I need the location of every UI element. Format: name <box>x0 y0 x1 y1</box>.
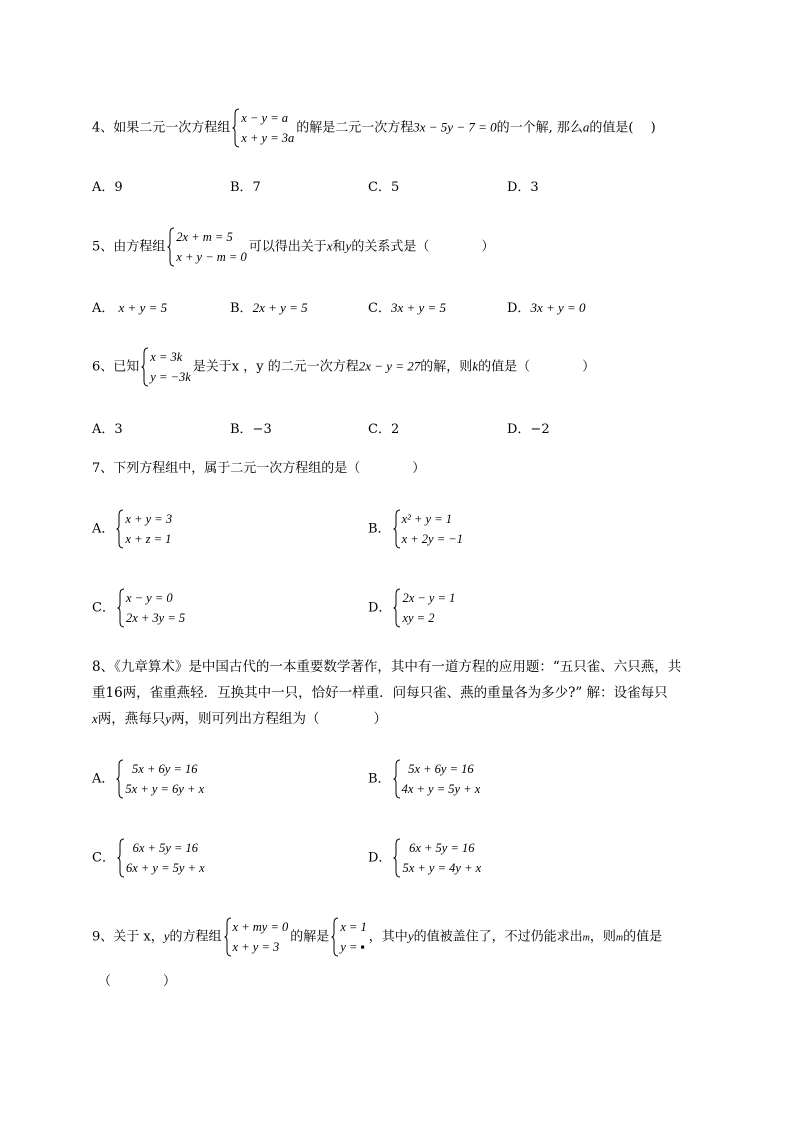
q6-option-b[interactable]: B．−3 <box>230 422 272 437</box>
q8-option-a-system <box>116 759 204 799</box>
q9-sys-row-2: x + y = 3 <box>232 940 280 954</box>
q7-option-c-label: C． <box>92 600 115 616</box>
sys-row: 5x + 6y = 16 <box>408 762 474 776</box>
question-6 <box>92 347 595 387</box>
q4-sys-row-2: x + y = 3a <box>241 131 295 145</box>
q4-equation: 3x − 5y − 7 = 0 <box>413 119 497 135</box>
q5-and: 和 <box>332 239 346 255</box>
q4-system <box>232 108 294 148</box>
q7-option-d-label: D． <box>368 600 392 616</box>
q7-option-a[interactable] <box>92 509 174 549</box>
q6-var: k <box>472 358 479 374</box>
brace-icon <box>117 588 125 628</box>
q7-option-d[interactable] <box>368 588 457 628</box>
q8-line-2: 重16两，雀重燕轻．互换其中一只，恰好一样重．问每只雀、燕的重量各为多少?” 解：设雀每只 <box>92 685 668 701</box>
q4-sys-row-1: x − y = a <box>241 111 288 125</box>
brace-icon <box>331 917 339 957</box>
q6-system <box>141 347 190 387</box>
q8-line-1: 8、《九章算术》是中国古代的一本重要数学著作，其中有一道方程的应用题：“五只雀、六只燕，共 <box>92 659 682 675</box>
question-5 <box>92 227 494 267</box>
sys-row: 6x + y = 5y + x <box>125 861 205 875</box>
q6-sys-row-2: y = −3k <box>150 370 191 384</box>
brace-icon <box>116 509 124 549</box>
brace-icon <box>393 509 401 549</box>
q5-option-a-eq: x + y = 5 <box>118 300 168 315</box>
q8-option-a-label: A． <box>92 771 115 787</box>
q5-option-d-eq: 3x + y = 0 <box>530 300 586 315</box>
q4-option-b[interactable]: B．7 <box>230 180 261 195</box>
q8-option-b[interactable] <box>368 759 482 799</box>
q6-option-d[interactable]: D．−2 <box>507 422 550 437</box>
brace-icon <box>393 838 401 878</box>
q6-equation: 2x − y = 27 <box>358 358 421 374</box>
q8-option-b-system <box>393 759 481 799</box>
q9-var-m: m <box>582 932 590 944</box>
sys-row: 5x + y = 6y + x <box>125 782 205 796</box>
question-4 <box>92 108 656 148</box>
q9-middle-3: ，其中 <box>368 929 408 945</box>
q7-option-b-label: B． <box>368 521 391 537</box>
q4-suffix-1: 的一个解, 那么 <box>496 120 583 136</box>
sys-row: 2x − y = 1 <box>402 591 456 605</box>
sys-row: 6x + 5y = 16 <box>132 841 199 855</box>
sys-row: 4x + y = 5y + x <box>401 782 481 796</box>
q8-option-c-label: C． <box>92 850 115 866</box>
q9-middle-2: 的解是 <box>290 929 330 945</box>
q8-line-3-b: 两，燕每只 <box>97 711 166 727</box>
brace-icon <box>393 759 401 799</box>
q9-suffix: 的值是 <box>623 929 663 945</box>
q5-option-b-label: B． <box>230 301 253 316</box>
q8-option-d-label: D． <box>368 850 392 866</box>
q5-sys-row-1: 2x + m = 5 <box>176 230 233 244</box>
q9-prefix: 9、关于 x， <box>92 929 164 945</box>
q8-option-a[interactable] <box>92 759 206 799</box>
q7-option-b[interactable] <box>368 509 465 549</box>
q5-option-c[interactable] <box>368 301 446 315</box>
sys-row: x² + y = 1 <box>401 512 453 526</box>
q5-suffix: 的关系式是（ ） <box>351 239 495 255</box>
q8-option-c[interactable] <box>92 838 207 878</box>
q9-answer-paren: （ ） <box>98 974 177 989</box>
q9-middle-1: 的方程组 <box>169 929 222 945</box>
sys-row: xy = 2 <box>402 611 435 625</box>
q6-suffix-1: 的解，则 <box>420 359 473 375</box>
sys-row: 5x + y = 4y + x <box>402 861 482 875</box>
q5-system <box>167 227 246 267</box>
q9-sol-row-2: y = ▪ <box>340 940 365 954</box>
sys-row: 6x + 5y = 16 <box>409 841 475 855</box>
q8-option-d-system <box>393 838 481 878</box>
q7-option-b-system <box>393 509 463 549</box>
q5-option-d[interactable] <box>507 301 586 315</box>
q8-var-y: y <box>165 711 172 726</box>
question-9 <box>92 917 662 957</box>
sys-row: x + z = 1 <box>125 532 172 546</box>
q4-var: a <box>582 119 590 135</box>
q7-option-d-system <box>393 588 455 628</box>
q5-option-c-eq: 3x + y = 5 <box>390 300 447 315</box>
brace-icon <box>224 917 232 957</box>
q5-var-y: y <box>345 238 352 254</box>
brace-icon <box>141 347 149 387</box>
sys-row: x − y = 0 <box>125 591 173 605</box>
q5-option-c-label: C． <box>368 301 391 316</box>
q5-var-x: x <box>326 238 333 254</box>
q4-prefix: 4、如果二元一次方程组 <box>92 120 231 136</box>
sys-row: 5x + 6y = 16 <box>132 762 198 776</box>
q5-prefix: 5、由方程组 <box>92 239 166 255</box>
q8-option-c-system <box>117 838 205 878</box>
q6-sys-row-1: x = 3k <box>150 350 183 364</box>
q6-option-a[interactable]: A．3 <box>92 422 123 437</box>
q7-option-c[interactable] <box>92 588 187 628</box>
q8-var-x: x <box>92 711 98 726</box>
q5-sys-row-2: x + y − m = 0 <box>176 250 247 264</box>
q5-option-a[interactable] <box>92 301 167 315</box>
q8-option-d[interactable] <box>368 838 483 878</box>
q5-option-b-eq: 2x + y = 5 <box>252 300 308 315</box>
brace-icon <box>167 227 175 267</box>
question-7: 7、下列方程组中，属于二元一次方程组的是（ ） <box>92 461 426 476</box>
q5-middle: 可以得出关于 <box>248 239 327 255</box>
q4-middle: 的解是二元一次方程 <box>296 120 414 136</box>
brace-icon <box>116 759 124 799</box>
brace-icon <box>232 108 240 148</box>
q8-option-b-label: B． <box>368 771 391 787</box>
q6-middle: 是关于x ，y 的二元一次方程 <box>192 359 359 375</box>
q6-suffix-2: 的值是（ ） <box>478 359 596 375</box>
q4-option-c[interactable]: C．5 <box>368 180 400 195</box>
q5-option-d-label: D． <box>507 301 531 316</box>
q4-option-a[interactable]: A．9 <box>92 180 123 195</box>
sys-row: 2x + 3y = 5 <box>125 611 186 625</box>
sys-row: x + 2y = −1 <box>401 532 463 546</box>
q9-var-y-2: y <box>407 928 414 944</box>
q7-option-a-system <box>116 509 172 549</box>
q7-option-a-label: A． <box>92 521 115 537</box>
q4-option-d[interactable]: D．3 <box>507 180 539 195</box>
q9-sys-row-1: x + my = 0 <box>232 920 289 934</box>
q5-option-a-label: A． <box>92 301 115 316</box>
q4-suffix-2: 的值是( ) <box>589 120 656 136</box>
brace-icon <box>393 588 401 628</box>
q9-solution <box>331 917 366 957</box>
q9-var-m-2: m <box>615 932 624 944</box>
q9-var-y: y <box>163 928 170 944</box>
q8-line-3-d: 两，则可列出方程组为（ ） <box>171 711 388 727</box>
sys-row: x + y = 3 <box>125 512 173 526</box>
q5-option-b[interactable] <box>230 301 308 315</box>
q6-prefix: 6、已知 <box>92 359 140 375</box>
q6-option-c[interactable]: C．2 <box>368 422 400 437</box>
q9-sol-row-1: x = 1 <box>340 920 367 934</box>
q9-middle-5: ，则 <box>589 929 616 945</box>
q8-line-3 <box>92 712 387 727</box>
q7-option-c-system <box>117 588 185 628</box>
brace-icon <box>117 838 125 878</box>
q9-system <box>224 917 289 957</box>
q9-middle-4: 的值被盖住了，不过仍能求出 <box>413 929 583 945</box>
